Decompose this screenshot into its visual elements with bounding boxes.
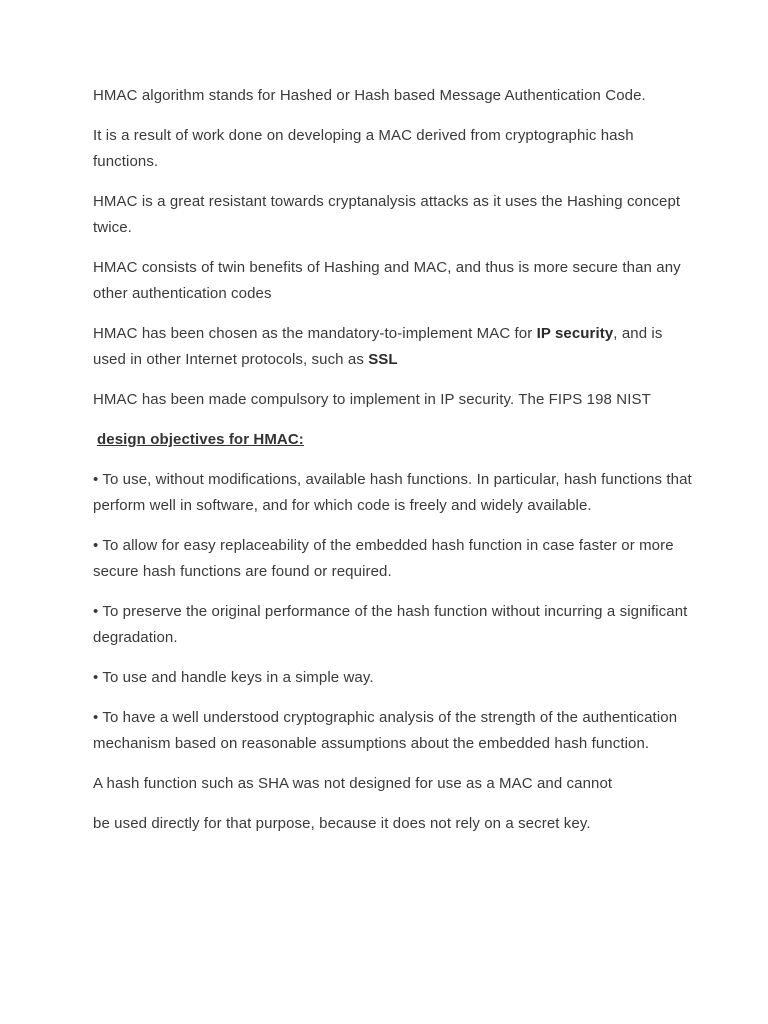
bullet-item: • To allow for easy replaceability of the embedded hash function in case faster or more secure hash functions are found or required. [93,537,674,580]
bullet-item: • To preserve the original performance of the hash function without incurring a significant degradation. [93,603,688,646]
bullet-item: • To have a well understood cryptographic analysis of the strength of the authentication mechanism based on reasonable assumptions about the embedded hash function. [93,709,678,752]
ssl-bold: SSL [368,351,398,368]
section-heading-text: design objectives for HMAC: [97,431,304,448]
bullet-item: • To use, without modifications, available hash functions. In particular, hash functions that perform well in software, and for which code is freely and widely available. [93,471,692,514]
bullet-item: • To use and handle keys in a simple way. [93,669,374,686]
document-body [93,83,693,851]
ip-security-text-1: HMAC has been chosen as the mandatory-to-implement MAC for [93,325,537,342]
paragraph-no-secret-key: be used directly for that purpose, because it does not rely on a secret key. [93,815,591,832]
ip-security-bold: IP security [536,325,614,342]
paragraph-hmac-benefits: HMAC consists of twin benefits of Hashing and MAC, and thus is more secure than any other authentication codes [93,259,681,302]
paragraph-hmac-compulsory: HMAC has been made compulsory to implement in IP security. The FIPS 198 NIST [93,391,651,408]
ip-security-text-2: , and is used in other Internet protocols, such as [93,325,663,368]
paragraph-hmac-resistance: HMAC is a great resistant towards cryptanalysis attacks as it uses the Hashing concept twice. [93,193,681,236]
paragraph-hmac-origin: It is a result of work done on developing a MAC derived from cryptographic hash functions. [93,127,634,170]
section-heading [97,427,693,453]
paragraph-hmac-ip-security [93,321,693,373]
paragraph-sha-not-mac: A hash function such as SHA was not designed for use as a MAC and cannot [93,775,613,792]
paragraph-hmac-definition: HMAC algorithm stands for Hashed or Hash based Message Authentication Code. [93,87,646,104]
